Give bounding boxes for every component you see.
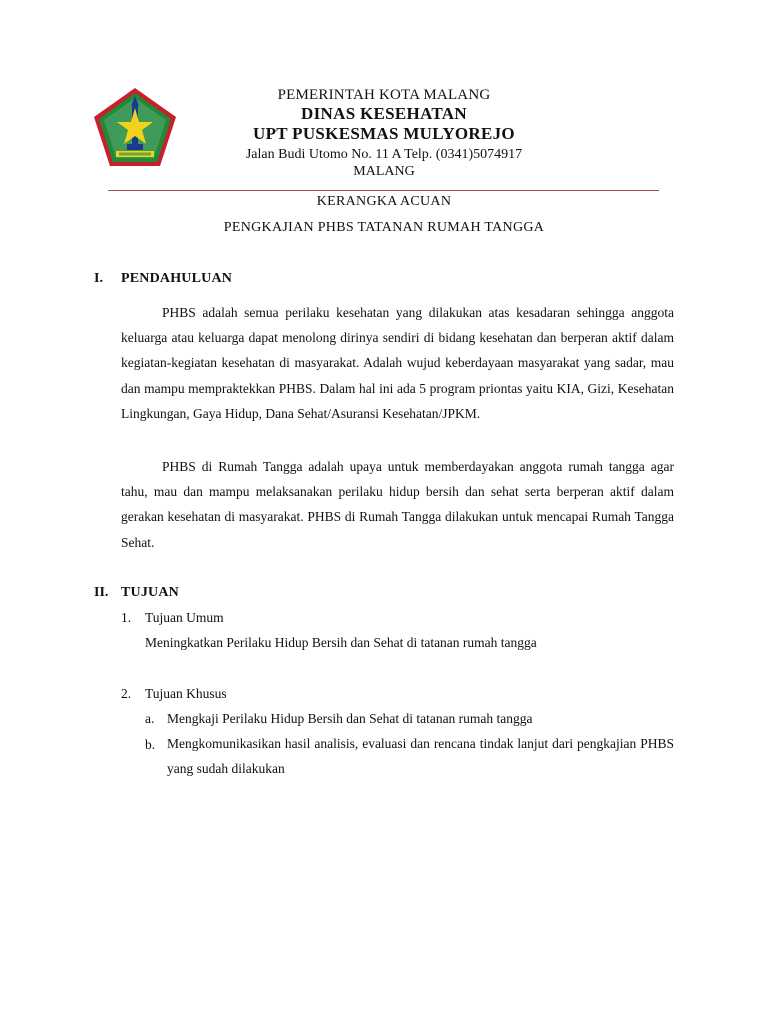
address-line: Jalan Budi Utomo No. 11 A Telp. (0341)5074917 xyxy=(245,147,523,162)
list-item-text: Meningkatkan Perilaku Hidup Bersih dan Sehat di tatanan rumah tangga xyxy=(145,635,537,650)
section-number: I. xyxy=(94,271,103,286)
list-number: 2. xyxy=(121,686,132,701)
paragraph: PHBS adalah semua perilaku kesehatan yang dilakukan atas kesadaran sehingga anggota keluarga atau keluarga dapat menolong dirinya sendiri di bidang kesehatan dan berperan aktif dalam kegiatan-kegiatan kesehatan di masyarakat. Adalah wujud keberdayaan masyarakat yang sadar, mau dan mampu mempraktekkan PHBS. Dalam hal ini ada 5 program priontas yaitu KIA, Gizi, Kesehatan Lingkungan, Gaya Hidup, Dana Sehat/Asuransi Kesehatan/JPKM. xyxy=(121,305,674,421)
list-number: 1. xyxy=(121,610,132,625)
letterhead xyxy=(210,86,558,180)
section-title: PENDAHULUAN xyxy=(121,271,233,286)
list-item-title: Tujuan Khusus xyxy=(145,686,227,701)
sublist-text: Mengkaji Perilaku Hidup Bersih dan Sehat di tatanan rumah tangga xyxy=(167,711,533,726)
government-name: PEMERINTAH KOTA MALANG xyxy=(277,87,491,103)
document-title: PENGKAJIAN PHBS TATANAN RUMAH TANGGA xyxy=(223,220,545,235)
header-divider xyxy=(108,190,659,191)
city-line: MALANG xyxy=(353,164,415,179)
sublist-letter: b. xyxy=(145,737,156,752)
malang-city-emblem-icon xyxy=(92,86,178,168)
sublist-letter: a. xyxy=(145,711,155,726)
institution-name: UPT PUSKESMAS MULYOREJO xyxy=(253,124,515,143)
section-title: TUJUAN xyxy=(121,585,179,600)
paragraph: PHBS di Rumah Tangga adalah upaya untuk memberdayakan anggota rumah tangga agar tahu, mau dan mampu melaksanakan perilaku hidup bersih dan sehat serta berperan aktif dalam gerakan kesehatan di masyarakat. PHBS di Rumah Tangga dilakukan untuk mencapai Rumah Tangga Sehat. xyxy=(121,459,674,550)
document-type: KERANGKA ACUAN xyxy=(316,194,452,209)
section-number: II. xyxy=(94,585,109,600)
department-name: DINAS KESEHATAN xyxy=(301,104,467,123)
list-item-title: Tujuan Umum xyxy=(145,610,224,625)
sublist-text: Mengkomunikasikan hasil analisis, evaluasi dan rencana tindak lanjut dari pengkajian PHBS yang sudah dilakukan xyxy=(167,736,674,776)
